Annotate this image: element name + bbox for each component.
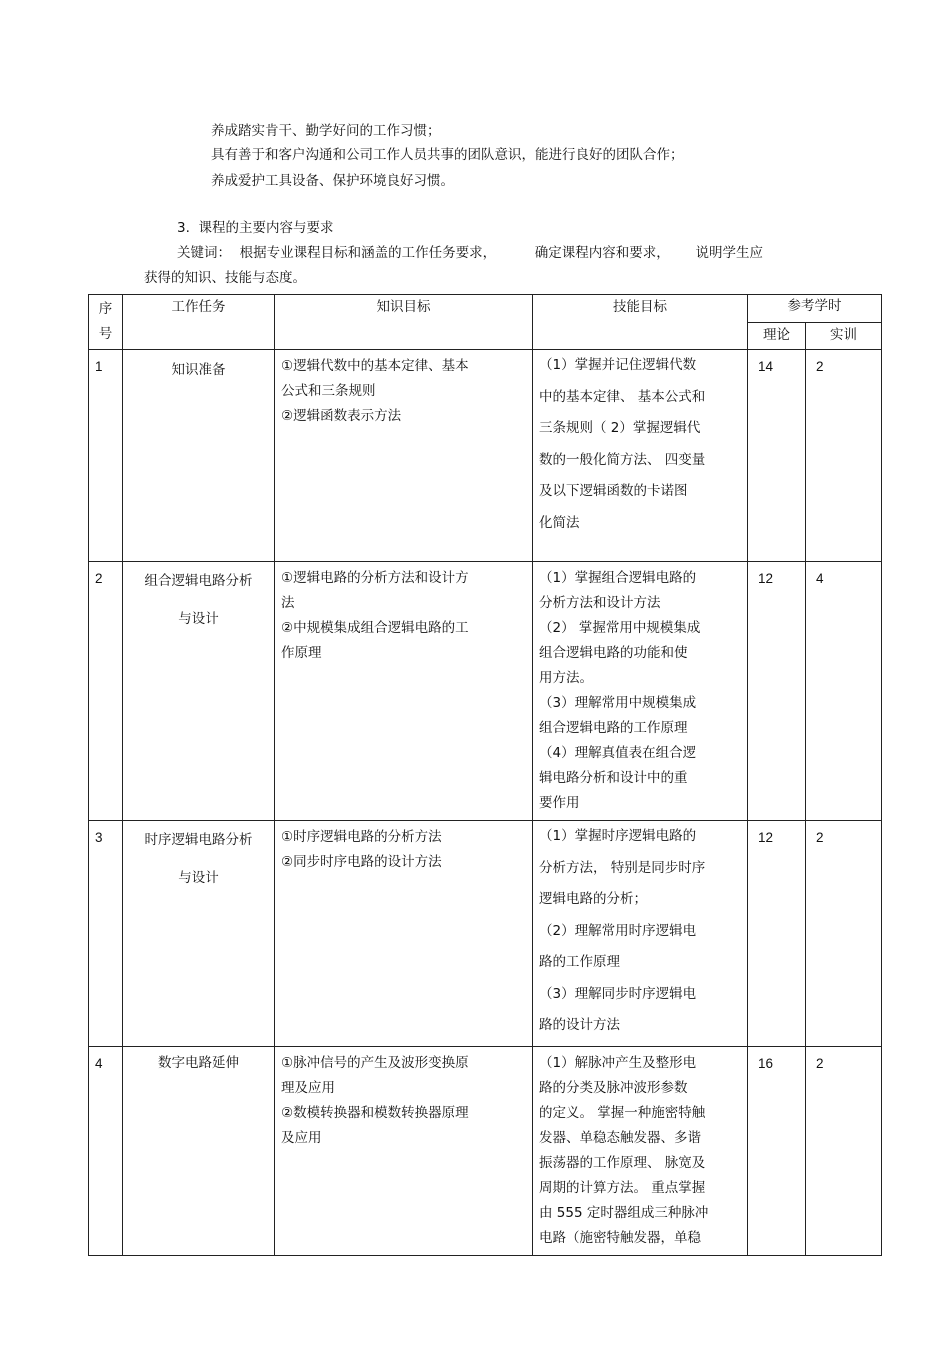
- row-skill-line: 分析方法， 特别是同步时序: [539, 859, 706, 876]
- row-skill-line: （1）掌握并记住逻辑代数: [539, 357, 697, 373]
- row-skill-line: 路的工作原理: [539, 954, 620, 970]
- header-knowledge: 知识目标: [275, 295, 533, 350]
- row-practice-hours: 2: [806, 1046, 882, 1255]
- row-skill-line: 组合逻辑电路的功能和使: [539, 645, 688, 661]
- row-knowledge: [275, 1046, 533, 1255]
- row-practice-hours: 2: [806, 350, 882, 562]
- row-knowledge-line: ②逻辑函数表示方法: [281, 408, 402, 424]
- header-task: 工作任务: [123, 295, 275, 350]
- row-theory-hours: 12: [748, 562, 806, 821]
- row-knowledge-line: ②同步时序电路的设计方法: [281, 854, 442, 870]
- row-theory-hours: 16: [748, 1046, 806, 1255]
- row-task-line: 与设计: [178, 870, 219, 886]
- row-skill-line: 路的设计方法: [539, 1017, 620, 1033]
- row-skill-line: （1）掌握时序逻辑电路的: [539, 828, 697, 844]
- keywords-line-2: 获得的知识、技能与态度。: [144, 270, 306, 286]
- row-knowledge-line: ①脉冲信号的产生及波形变换原: [281, 1054, 469, 1071]
- table-row: [89, 821, 882, 1047]
- header-seq: [89, 295, 123, 350]
- section-title: 3. 课程的主要内容与要求: [177, 220, 334, 236]
- row-skill-line: （1）掌握组合逻辑电路的: [539, 570, 697, 586]
- row-skill-line: 中的基本定律、 基本公式和: [539, 388, 706, 405]
- row-skill-line: 逻辑电路的分析；: [539, 891, 647, 907]
- row-theory-hours: 14: [748, 350, 806, 562]
- row-knowledge-line: ①时序逻辑电路的分析方法: [281, 829, 442, 845]
- row-skill-line: 要作用: [539, 795, 580, 811]
- row-skill-line: 由 555 定时器组成三种脉冲: [539, 1204, 709, 1221]
- keywords-line-1: 关键词： 根据专业课程目标和涵盖的工作任务要求， 确定课程内容和要求， 说明学生应: [177, 245, 763, 261]
- row-skill-line: 用方法。: [539, 670, 593, 686]
- table-row: [89, 1046, 882, 1255]
- row-skill-line: （3）理解常用中规模集成: [539, 695, 697, 711]
- table-row: [89, 350, 882, 562]
- row-seq: 4: [89, 1046, 123, 1255]
- row-knowledge: [275, 562, 533, 821]
- intro-line-1: 养成踏实肯干、勤学好问的工作习惯；: [211, 123, 441, 139]
- row-task: [123, 350, 275, 562]
- row-skill-line: 电路（施密特触发器，单稳: [539, 1229, 701, 1246]
- row-skill: [533, 1046, 748, 1255]
- row-knowledge-line: 法: [281, 595, 295, 611]
- row-knowledge-line: 作原理: [281, 645, 322, 661]
- row-knowledge-line: ②数模转换器和模数转换器原理: [281, 1104, 469, 1121]
- row-skill-line: （2）理解常用时序逻辑电: [539, 922, 697, 939]
- row-knowledge: [275, 350, 533, 562]
- row-knowledge-line: 及应用: [281, 1129, 322, 1146]
- row-skill-line: 组合逻辑电路的工作原理: [539, 720, 688, 736]
- header-seq-line-1: 序: [98, 301, 113, 317]
- row-skill-line: 三条规则（ 2）掌握逻辑代: [539, 420, 701, 436]
- row-practice-hours: 4: [806, 562, 882, 821]
- row-seq: 3: [89, 821, 123, 1047]
- row-task: [123, 562, 275, 821]
- row-skill-line: （3）理解同步时序逻辑电: [539, 985, 697, 1002]
- row-theory-hours: 12: [748, 821, 806, 1047]
- row-skill: [533, 821, 748, 1047]
- header-practice: 实训: [806, 322, 882, 350]
- header-seq-line-2: 号: [98, 326, 113, 342]
- header-skill: 技能目标: [533, 295, 748, 350]
- row-skill-line: 数的一般化简方法、 四变量: [539, 451, 706, 468]
- row-knowledge-line: ②中规模集成组合逻辑电路的工: [281, 620, 469, 636]
- intro-line-3: 养成爱护工具设备、保护环境良好习惯。: [211, 173, 454, 189]
- table-row: [89, 562, 882, 821]
- row-skill-line: （4）理解真值表在组合逻: [539, 745, 697, 761]
- header-hours: 参考学时: [748, 295, 882, 323]
- row-task-line: 组合逻辑电路分析: [144, 573, 253, 589]
- row-task-line: 与设计: [178, 611, 219, 627]
- course-content-table: [88, 294, 882, 1256]
- row-skill: [533, 562, 748, 821]
- row-task: [123, 1046, 275, 1255]
- row-skill-line: （1）解脉冲产生及整形电: [539, 1054, 697, 1071]
- row-skill-line: 化简法: [539, 514, 580, 531]
- row-skill-line: （2） 掌握常用中规模集成: [539, 620, 701, 636]
- row-practice-hours: 2: [806, 821, 882, 1047]
- header-theory: 理论: [748, 322, 806, 350]
- row-knowledge-line: ①逻辑电路的分析方法和设计方: [281, 570, 469, 586]
- row-seq: 2: [89, 562, 123, 821]
- row-skill-line: 路的分类及脉冲波形参数: [539, 1079, 688, 1096]
- row-task-line: 数字电路延伸: [158, 1054, 239, 1071]
- row-task-line: 知识准备: [171, 362, 226, 378]
- row-skill: [533, 350, 748, 562]
- row-knowledge-line: 理及应用: [281, 1079, 335, 1096]
- row-knowledge: [275, 821, 533, 1047]
- row-task-line: 时序逻辑电路分析: [144, 832, 253, 848]
- row-seq: 1: [89, 350, 123, 562]
- row-skill-line: 的定义。 掌握一种施密特触: [539, 1104, 706, 1121]
- row-skill-line: 辑电路分析和设计中的重: [539, 770, 688, 786]
- row-knowledge-line: ①逻辑代数中的基本定律、基本: [281, 358, 469, 374]
- row-skill-line: 及以下逻辑函数的卡诺图: [539, 483, 688, 499]
- row-skill-line: 周期的计算方法。 重点掌握: [539, 1179, 706, 1196]
- row-skill-line: 发器、单稳态触发器、多谐: [539, 1129, 701, 1146]
- row-task: [123, 821, 275, 1047]
- table-header-row: [89, 295, 882, 323]
- row-skill-line: 振荡器的工作原理、 脉宽及: [539, 1154, 706, 1171]
- row-skill-line: 分析方法和设计方法: [539, 595, 661, 611]
- row-knowledge-line: 公式和三条规则: [281, 383, 376, 399]
- intro-line-2: 具有善于和客户沟通和公司工作人员共事的团队意识，能进行良好的团队合作；: [211, 147, 684, 163]
